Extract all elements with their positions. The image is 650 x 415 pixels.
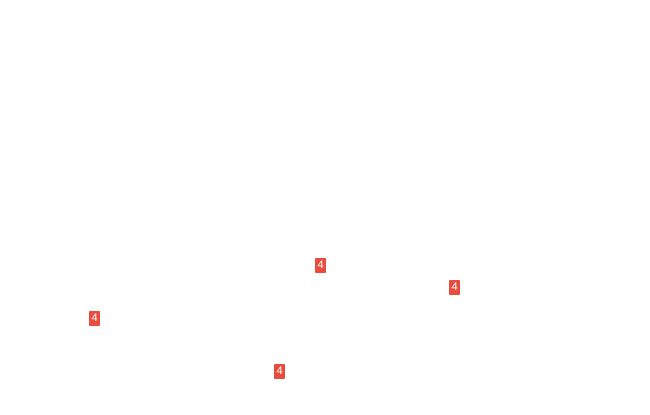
count-badge[interactable]: 4 bbox=[449, 280, 460, 295]
count-badge[interactable]: 4 bbox=[274, 364, 285, 379]
count-badge[interactable]: 4 bbox=[315, 258, 326, 273]
count-badge[interactable]: 4 bbox=[89, 311, 100, 326]
